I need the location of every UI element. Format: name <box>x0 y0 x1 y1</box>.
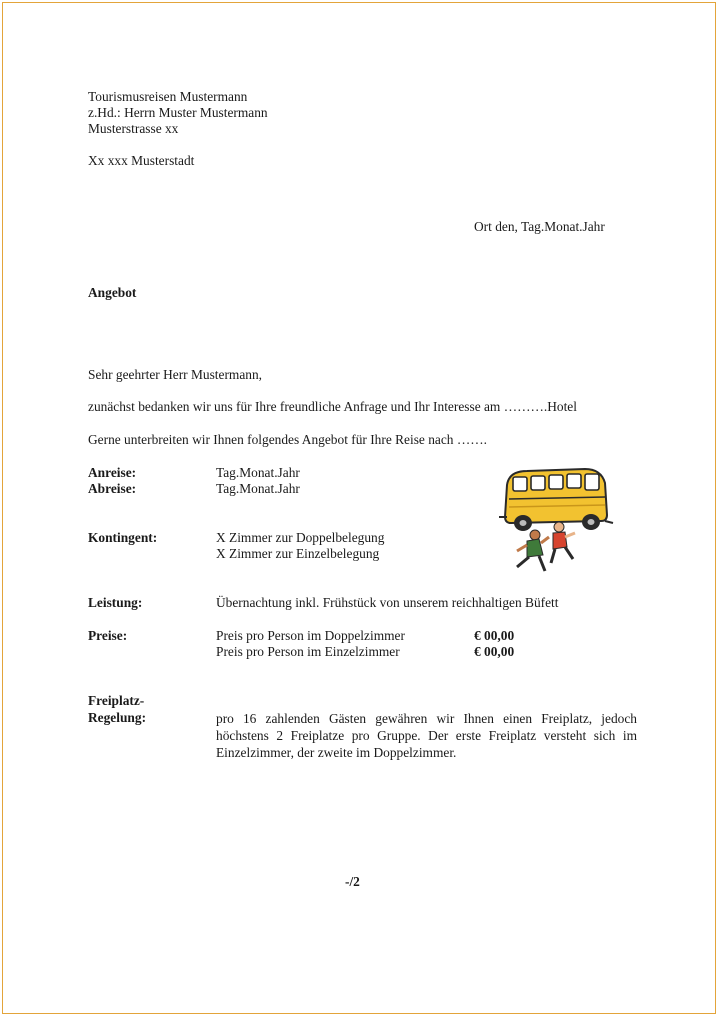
price-row-single-amount: € 00,00 <box>474 644 515 659</box>
offer-paragraph: Gerne unterbreiten wir Ihnen folgendes Angebot für Ihre Reise nach ……. <box>88 432 487 447</box>
freiplatz-text: pro 16 zahlenden Gästen gewähren wir Ihnen einen Freiplatz, jedoch höchstens 2 Freiplatze pro Gruppe. Der erste Freiplatz versteht sich im Einzelzimmer, der zweite im Doppelzimmer. <box>216 711 637 760</box>
anreise-value: Tag.Monat.Jahr <box>216 465 300 480</box>
price-row-double-amount: € 00,00 <box>474 628 515 643</box>
anreise-label: Anreise: <box>88 465 137 480</box>
recipient-street: Musterstrasse xx <box>88 121 179 136</box>
kontingent-double: X Zimmer zur Doppelbelegung <box>216 530 385 545</box>
intro-paragraph: zunächst bedanken wir uns für Ihre freundliche Anfrage und Ihr Interesse am ……….Hotel <box>88 399 577 414</box>
subject-heading: Angebot <box>88 285 137 300</box>
date-line: Ort den, Tag.Monat.Jahr <box>474 219 605 234</box>
recipient-city: Xx xxx Musterstadt <box>88 153 195 168</box>
preise-label: Preise: <box>88 628 128 643</box>
abreise-label: Abreise: <box>88 481 137 496</box>
freiplatz-label-line1: Freiplatz- <box>88 693 145 708</box>
kontingent-label: Kontingent: <box>88 530 158 545</box>
leistung-value: Übernachtung inkl. Frühstück von unserem reichhaltigen Büfett <box>216 595 559 610</box>
recipient-company: Tourismusreisen Mustermann <box>88 89 248 104</box>
recipient-attention: z.Hd.: Herrn Muster Mustermann <box>88 105 268 120</box>
price-row-double-label: Preis pro Person im Doppelzimmer <box>216 628 405 643</box>
letter-page <box>2 2 716 1014</box>
salutation: Sehr geehrter Herr Mustermann, <box>88 367 263 382</box>
abreise-value: Tag.Monat.Jahr <box>216 481 300 496</box>
leistung-label: Leistung: <box>88 595 143 610</box>
price-row-single-label: Preis pro Person im Einzelzimmer <box>216 644 400 659</box>
freiplatz-label-line2: Regelung: <box>88 710 147 725</box>
school-bus-clipart <box>497 463 615 575</box>
kontingent-single: X Zimmer zur Einzelbelegung <box>216 546 380 561</box>
page-continuation-marker: -/2 <box>345 874 360 889</box>
